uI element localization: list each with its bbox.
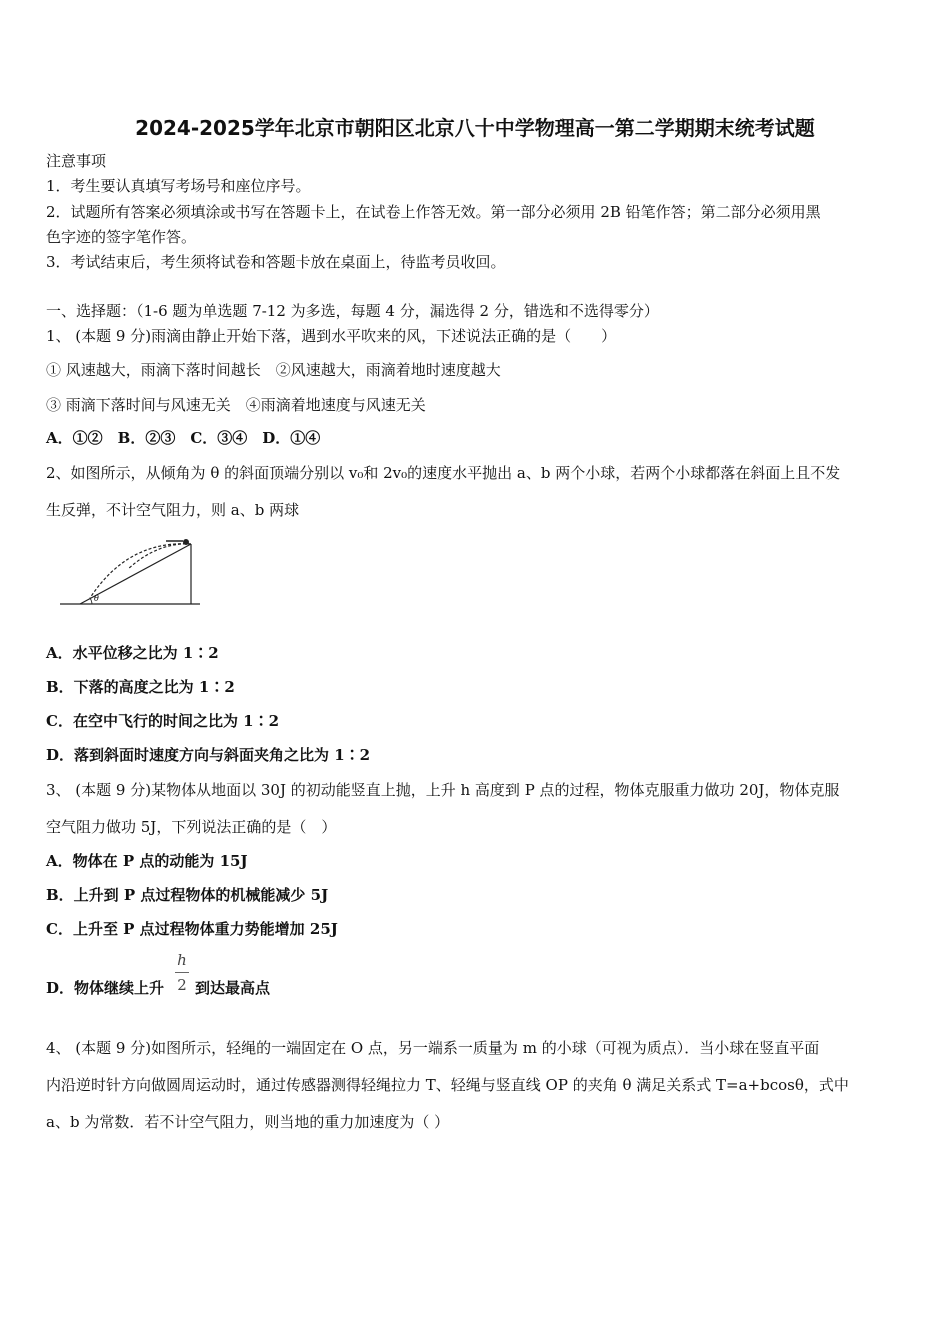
fraction-bar <box>175 972 189 973</box>
incline-projectile-figure <box>58 536 203 608</box>
q4-stem-a: 4、 (本题 9 分)如图所示，轻绳的一端固定在 O 点，另一端系一质量为 m 的小球（可视为质点）．当小球在竖直平面 <box>46 1039 820 1057</box>
fraction-h-over-2 <box>172 950 192 995</box>
ball-icon <box>183 539 189 545</box>
q3-option-c: C．上升至 P 点过程物体重力势能增加 25J <box>46 920 338 938</box>
q3-option-b: B．上升到 P 点过程物体的机械能减少 5J <box>46 886 329 904</box>
q2-stem-b: 生反弹，不计空气阻力，则 a、b 两球 <box>46 501 300 519</box>
q2-option-d: D．落到斜面时速度方向与斜面夹角之比为 1∶2 <box>46 746 371 764</box>
q1-stem: 1、 (本题 9 分)雨滴由静止开始下落，遇到水平吹来的风，下述说法正确的是（ ） <box>46 327 617 345</box>
notice-heading: 注意事项 <box>46 152 107 170</box>
q3-stem-b: 空气阻力做功 5J，下列说法正确的是（ ） <box>46 818 337 836</box>
q3-option-d-pre: D．物体继续上升 <box>46 979 165 997</box>
q2-option-c: C．在空中飞行的时间之比为 1∶2 <box>46 712 280 730</box>
q1-statement-1: ① 风速越大，雨滴下落时间越长 ②风速越大，雨滴着地时速度越大 <box>46 361 501 379</box>
q3-stem-a: 3、 (本题 9 分)某物体从地面以 30J 的初动能竖直上抛，上升 h 高度到 P 点的过程，物体克服重力做功 20J，物体克服 <box>46 781 840 799</box>
q4-stem-c: a、b 为常数．若不计空气阻力，则当地的重力加速度为（ ） <box>46 1113 450 1131</box>
q2-option-b: B．下落的高度之比为 1∶2 <box>46 678 235 696</box>
q1-options: A．①② B．②③ C．③④ D．①④ <box>46 429 321 447</box>
fraction-numerator: h <box>177 951 187 969</box>
notice-item-2b: 色字迹的签字笔作答。 <box>46 228 197 246</box>
notice-item-1: 1．考生要认真填写考场号和座位序号。 <box>46 177 311 195</box>
q1-statement-2: ③ 雨滴下落时间与风速无关 ④雨滴着地速度与风速无关 <box>46 396 426 414</box>
angle-label: θ <box>94 594 99 603</box>
q2-option-a: A．水平位移之比为 1∶2 <box>46 644 219 662</box>
q4-stem-b: 内沿逆时针方向做圆周运动时，通过传感器测得轻绳拉力 T、轻绳与竖直线 OP 的夹角 θ 满足关系式 T=a+bcosθ，式中 <box>46 1076 849 1094</box>
q3-option-d-post: 到达最高点 <box>195 979 271 997</box>
fraction-denominator: 2 <box>177 976 187 994</box>
page-title: 2024-2025学年北京市朝阳区北京八十中学物理高一第二学期期末统考试题 <box>135 116 815 140</box>
notice-item-2a: 2．试题所有答案必须填涂或书写在答题卡上，在试卷上作答无效。第一部分必须用 2B 铅笔作答；第二部分必须用黑 <box>46 203 821 221</box>
trajectory-a <box>128 544 191 569</box>
q2-stem-a: 2、如图所示，从倾角为 θ 的斜面顶端分别以 v₀和 2v₀的速度水平抛出 a、b 两个小球，若两个小球都落在斜面上且不发 <box>46 464 841 482</box>
angle-arc <box>90 598 92 604</box>
q3-option-a: A．物体在 P 点的动能为 15J <box>46 852 248 870</box>
notice-item-3: 3．考试结束后，考生须将试卷和答题卡放在桌面上，待监考员收回。 <box>46 253 506 271</box>
section-heading: 一、选择题：（1-6 题为单选题 7-12 为多选，每题 4 分，漏选得 2 分，错选和不选得零分） <box>46 302 659 320</box>
